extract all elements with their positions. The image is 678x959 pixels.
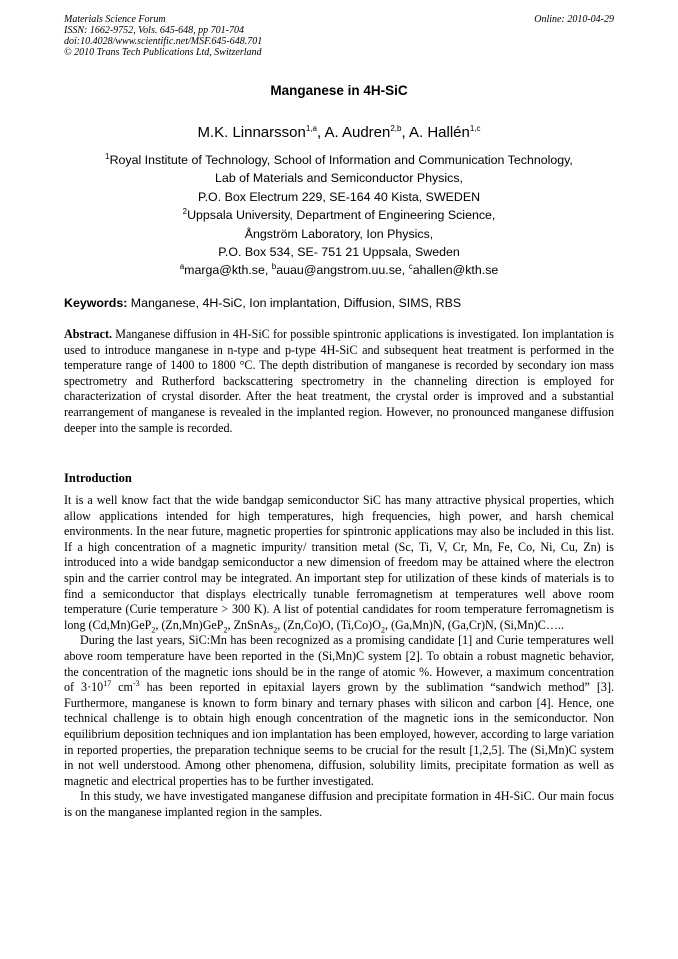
affiliation-text: Royal Institute of Technology, School of Information and Communication Technology, xyxy=(109,153,573,167)
issn-line: ISSN: 1662-9752, Vols. 645-648, pp 701-704 xyxy=(64,25,244,36)
email-line xyxy=(0,261,678,279)
text-run: , (Ga,Mn)N, (Ga,Cr)N, (Si,Mn)C….. xyxy=(384,617,564,632)
author-separator: , xyxy=(316,124,325,141)
affiliation-line xyxy=(0,151,678,169)
affiliation-text: Uppsala University, Department of Engineering Science, xyxy=(187,208,496,223)
superscript: 17 xyxy=(103,679,112,689)
text-run: , ZnSnAs xyxy=(227,617,274,632)
author-name: A. Audren xyxy=(324,124,391,141)
author-name: A. Hallén xyxy=(409,124,470,141)
paragraph xyxy=(64,633,614,789)
text-run: During the last years, SiC:Mn has been recognized as a promising candidate [1] and Curie temperatures well above room temperature have been reported in the (Si,Mn)C system [2]. To obtain a robust magnetic behavior, the concentration of the magnetic ions should be in the range of atomic %. However, a maximum concentration of 3·10 xyxy=(64,633,614,695)
paragraph: In this study, we have investigated manganese diffusion and precipitate formation in 4H-SiC. Our main focus is on the manganese implanted region in the samples. xyxy=(64,789,614,819)
email-address: auau@angstrom.uu.se, xyxy=(276,263,409,278)
section-heading: Introduction xyxy=(64,471,132,485)
journal-name: Materials Science Forum xyxy=(64,14,166,25)
subscript: 2 xyxy=(273,625,278,635)
abstract-label: Abstract. xyxy=(64,327,113,341)
text-run: It is a well know fact that the wide bandgap semiconductor SiC has many attractive physical properties, which allow applications intended for high temperatures, high frequencies, high power, and harsh chemical environments. In the near future, magnetic properties for spintronic applications may also be included in this list. If a high concentration of a magnetic impurity/ transition metal (Sc, Ti, V, Cr, Mn, Fe, Co, Ni, Cu, Zn) is introduced into a wide bandgap semiconductor a new dimension of freedom may be attained where the electron spin and the carrier control may be integrated. An important step for utilization of these kinds of materials is to find a semiconductor that displays electrically tunable ferromagnetism at temperatures well above room temperature (Curie temperature > 300 K). A list of potential candidates for room temperature ferromagnetism is long (Cd,Mn)GeP xyxy=(64,493,614,632)
affiliation-line xyxy=(0,206,678,224)
text-run: , (Zn,Co)O, (Ti,Co)O xyxy=(277,617,381,632)
author-affiliation-mark: 1,c xyxy=(469,124,481,133)
subscript: 2 xyxy=(151,625,156,635)
publication-header xyxy=(64,14,614,58)
copyright-line: © 2010 Trans Tech Publications Ltd, Switzerland xyxy=(64,47,262,58)
affiliation-line: P.O. Box Electrum 229, SE-164 40 Kista, SWEDEN xyxy=(197,189,481,204)
email-address: ahallen@kth.se xyxy=(412,263,499,278)
superscript: -3 xyxy=(132,679,140,689)
subscript: 2 xyxy=(380,625,385,635)
affiliation-mark: 2 xyxy=(182,207,188,217)
email-address: marga@kth.se, xyxy=(184,263,272,278)
email-mark: c xyxy=(408,262,413,272)
subscript: 2 xyxy=(223,625,228,635)
author-name: M.K. Linnarsson xyxy=(197,124,306,141)
text-run: cm xyxy=(111,680,133,695)
author-list xyxy=(0,124,678,141)
affiliation-line: Lab of Materials and Semiconductor Physics, xyxy=(215,171,463,186)
online-date: Online: 2010-04-29 xyxy=(534,14,614,25)
affiliations xyxy=(0,151,678,280)
author-affiliation-mark: 1,a xyxy=(305,124,317,133)
author-separator: , xyxy=(401,124,409,141)
keywords-text: Manganese, 4H-SiC, Ion implantation, Diffusion, SIMS, RBS xyxy=(127,296,462,310)
paper-title: Manganese in 4H-SiC xyxy=(270,83,408,98)
text-run: , (Zn,Mn)GeP xyxy=(155,617,224,632)
abstract-text: Manganese diffusion in 4H-SiC for possible spintronic applications is investigated. Ion implantation is used to introduce manganese in n-type and p-type 4H-SiC and subsequent heat treatment is performed in the temperature range of 1400 to 1800 °C. The depth distribution of manganese is recorded by secondary ion mass spectrometry and Rutherford backscattering spectrometry in the channeling direction is employed for characterization of crystal disorder. After the heat treatment, the crystal order is improved and a substantial rearrangement of manganese is revealed in the implanted region. However, no pronounced manganese diffusion deeper into the sample is recorded. xyxy=(64,327,614,435)
affiliation-mark: 1 xyxy=(105,151,110,161)
keywords xyxy=(64,296,624,310)
affiliation-line: Ångström Laboratory, Ion Physics, xyxy=(244,226,434,241)
author-affiliation-mark: 2,b xyxy=(390,124,402,133)
email-mark: a xyxy=(179,262,185,272)
introduction-body xyxy=(64,493,614,820)
email-mark: b xyxy=(271,262,277,272)
paragraph xyxy=(64,493,614,633)
affiliation-line: P.O. Box 534, SE- 751 21 Uppsala, Sweden xyxy=(218,245,460,260)
keywords-label: Keywords: xyxy=(64,296,128,310)
abstract xyxy=(64,327,614,436)
doi-line: doi:10.4028/www.scientific.net/MSF.645-648.701 xyxy=(64,36,263,47)
text-run: has been reported in epitaxial layers grown by the sublimation “sandwich method” [3]. Furthermore, manganese is known to form binary and ternary phases with silicon and carbon [4]. Hence, one technical challenge is to obtain high enough concentration of the magnetic ions in the semiconductor. Non equilibrium deposition techniques and ion implantation has been employed, however, according to large variation in reported properties, the preparation technique seems to be crucial for the result [1,2,5]. The (Si,Mn)C system in not well understood. Among other phenomena, diffusion, solubility limits, precipitate formation as well as magnetic and electrical properties has to be further investigated. xyxy=(64,680,614,788)
